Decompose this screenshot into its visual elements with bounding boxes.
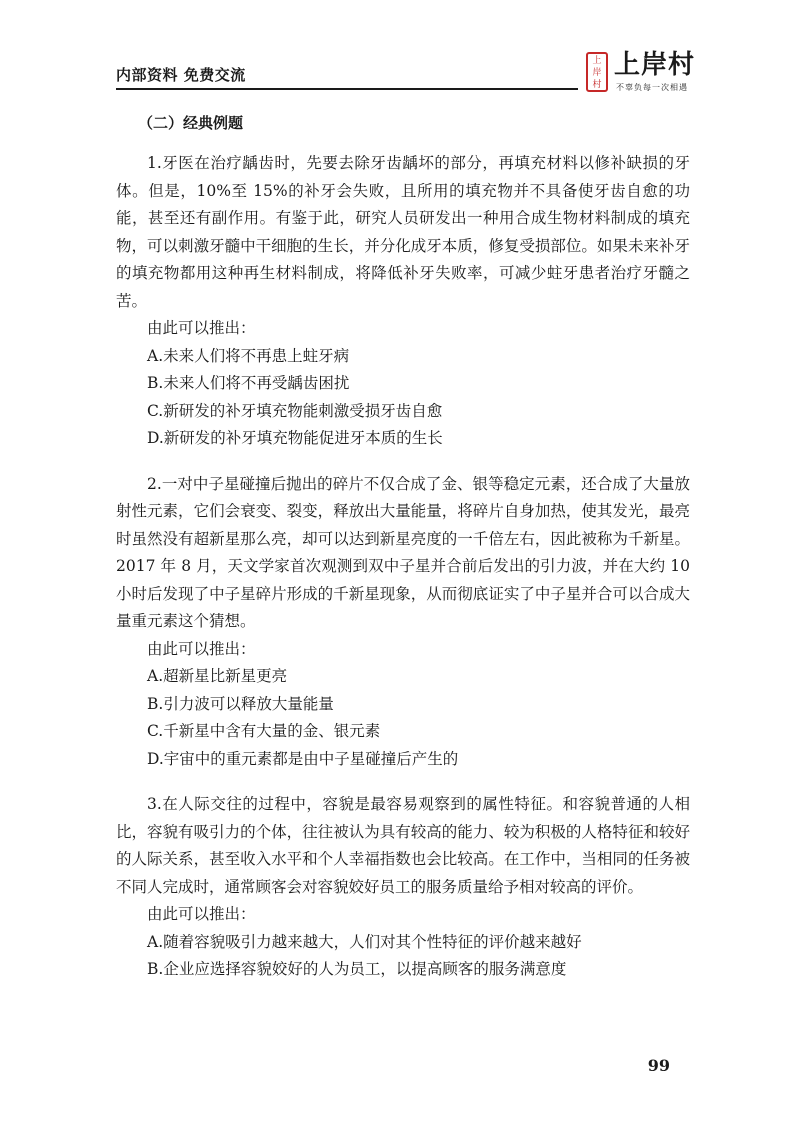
option-a: A.超新星比新星更亮: [147, 667, 288, 685]
logo-slogan: 不辜负每一次相遇: [616, 83, 688, 92]
option-c: C.新研发的补牙填充物能刺激受损牙齿自愈: [147, 401, 443, 420]
question-prompt: 由此可以推出：: [147, 319, 256, 337]
option-a: A.未来人们将不再患上蛀牙病: [147, 346, 350, 365]
question-stem: 1.牙医在治疗龋齿时，先要去除牙齿龋坏的部分，再填充材料以修补缺损的牙体。但是，10%至 15%的补牙会失败，且所用的填充物并不具备使牙齿自愈的功能，甚至还有副作用。有鉴于此，研究人员研发出一种用合成生物材料制成的填充物，可以刺激牙髓中干细胞的生长，并分化成牙本质，修复受损部位。如果未来补牙的填充物都用这种再生材料制成，将降低补牙失败率，可减少蛀牙患者治疗牙髓之苦。: [116, 154, 690, 310]
question-1: [116, 150, 690, 453]
option-b: B.未来人们将不再受龋齿困扰: [147, 374, 350, 392]
option-c: C.千新星中含有大量的金、银元素: [147, 722, 381, 740]
question-2: [116, 471, 690, 774]
option-d: D.新研发的补牙填充物能促进牙本质的生长: [147, 429, 443, 447]
option-d: D.宇宙中的重元素都是由中子星碰撞后产生的: [147, 749, 459, 768]
section-title: （二）经典例题: [138, 114, 244, 132]
header-title: 内部资料 免费交流: [116, 66, 246, 84]
question-prompt: 由此可以推出：: [147, 639, 256, 658]
option-b: B.引力波可以释放大量能量: [147, 694, 334, 713]
page-number: 99: [647, 1056, 670, 1075]
question-prompt: 由此可以推出：: [147, 905, 256, 923]
brand-logo: [586, 50, 706, 96]
question-3: [116, 791, 690, 984]
option-a: A.随着容貌吸引力越来越大，人们对其个性特征的评价越来越好: [147, 932, 582, 951]
question-list: [116, 150, 690, 1002]
logo-brand-name: 上岸村: [614, 50, 696, 80]
option-b: B.企业应选择容貌姣好的人为员工，以提高顾客的服务满意度: [147, 960, 567, 978]
question-stem: 2.一对中子星碰撞后抛出的碎片不仅合成了金、银等稳定元素，还合成了大量放射性元素，它们会衰变、裂变，释放出大量能量，将碎片自身加热，使其发光，最亮时虽然没有超新星那么亮，却可以达到新星亮度的一千倍左右，因此被称为千新星。2017 年 8 月，天文学家首次观测到双中子星并合前后发出的引力波，并在大约 10 小时后发现了中子星碎片形成的千新星现象，从而彻底证实了中子星并合可以合成大量重元素这个猜想。: [116, 474, 690, 630]
page-header: [116, 50, 696, 96]
logo-seal-icon: 上 岸 村: [586, 52, 608, 92]
header-rule: [116, 88, 578, 90]
question-stem: 3.在人际交往的过程中，容貌是最容易观察到的属性特征。和容貌普通的人相比，容貌有吸引力的个体，往往被认为具有较高的能力、较为积极的人格特征和较好的人际关系，甚至收入水平和个人幸福指数也会比较高。在工作中，当相同的任务被不同人完成时，通常顾客会对容貌姣好员工的服务质量给予相对较高的评价。: [116, 795, 690, 896]
